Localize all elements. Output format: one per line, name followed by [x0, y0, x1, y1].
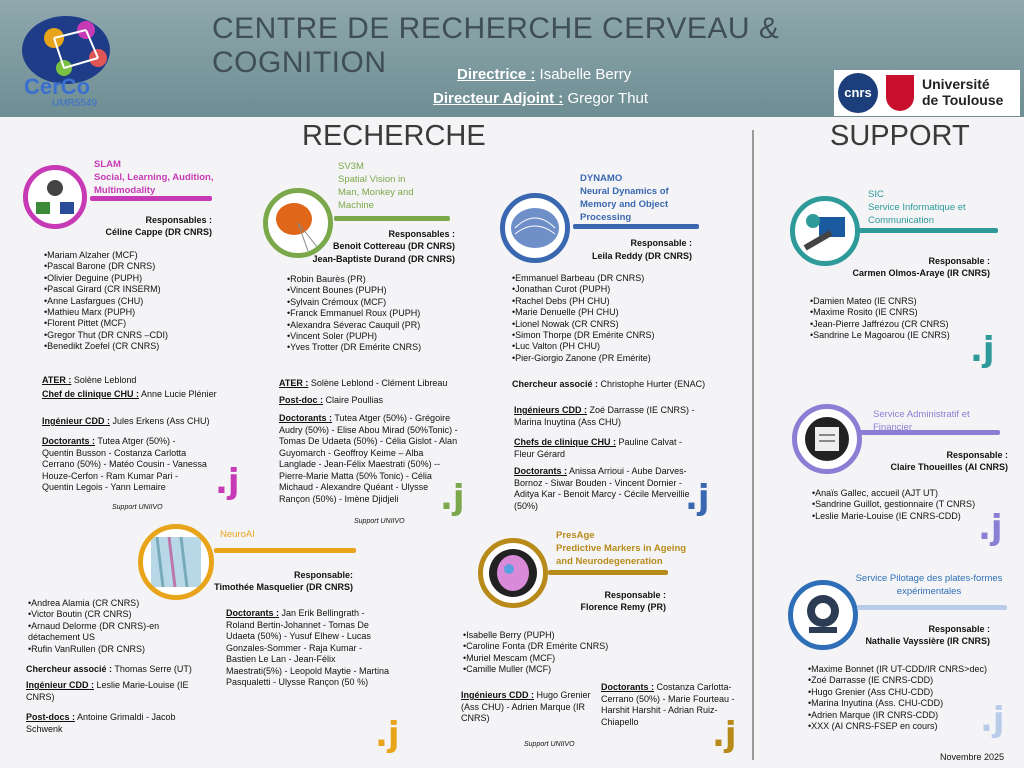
presage-ing	[461, 690, 591, 725]
dynamo-member: • Jonathan Curot (PUPH)	[512, 284, 692, 295]
neuroai-title: NeuroAI	[220, 529, 255, 540]
spp-member: • Marina Inyutina (Ass. CHU-CDD)	[808, 698, 1013, 709]
neuroai-postdoc-label: Post-docs :	[26, 712, 76, 722]
sv3m-member: • Vincent Soler (PUPH)	[287, 331, 457, 342]
neuroai-resp-label: Responsable:	[293, 570, 353, 580]
dynamo-doc-label: Doctorants :	[514, 466, 568, 476]
directrice-label: Directrice :	[457, 66, 536, 83]
presage-ing-value: Hugo Grenier (Ass CHU) - Adrien Marque (IR CNRS)	[461, 690, 591, 723]
slam-chef	[42, 389, 222, 401]
dynamo-member: • Luc Valton (PH CHU)	[512, 341, 692, 352]
neuroai-ing-value: Leslie Marie-Louise (IE CNRS)	[26, 680, 189, 702]
dynamo-member: • Rachel Debs (PH CHU)	[512, 296, 692, 307]
sv3m-title: SV3M Spatial Vision in Man, Monkey and Machine	[338, 161, 414, 211]
sv3m-doc-label: Doctorants :	[279, 413, 333, 423]
dynamo-assoc-label: Chercheur associé :	[512, 379, 599, 389]
slam-group-icon	[23, 165, 87, 229]
sv3m-member-list	[287, 274, 457, 354]
dynamo-member: • Lionel Nowak (CR CNRS)	[512, 319, 692, 330]
presage-group-icon	[478, 538, 548, 608]
slam-ater	[42, 375, 222, 387]
neuroai-ing-label: Ingénieur CDD :	[26, 680, 95, 690]
neuroai-assoc-label: Chercheur associé :	[26, 664, 113, 674]
slam-resp: Céline Cappe (DR CNRS)	[105, 227, 212, 237]
neuroai-doc-label: Doctorants :	[226, 608, 280, 618]
univ-toulouse-emblem-icon	[886, 75, 914, 111]
neuroai-member-list	[28, 598, 208, 655]
adjoint-name: Gregor Thut	[563, 90, 649, 107]
logo-subtext: UMR5549	[52, 98, 98, 109]
sv3m-ater	[279, 378, 469, 390]
slam-chef-label: Chef de clinique CHU :	[42, 389, 140, 399]
neuroai-assoc	[26, 664, 216, 676]
saf-resp: Claire Thoueilles (AI CNRS)	[890, 462, 1008, 472]
spp-member: • Maxime Bonnet (IR UT-CDD/IR CNRS>dec)	[808, 664, 1013, 675]
spp-title: Service Pilotage des plates-formes expérimentales	[855, 573, 1003, 597]
dynamo-assoc	[512, 379, 742, 391]
slam-member: • Benedikt Zoefel (CR CNRS)	[44, 341, 214, 352]
spp-member: • Zoé Darrasse (IE CNRS-CDD)	[808, 675, 1013, 686]
dynamo-doc-value: Anissa Arrioui - Aube Darves-Bornoz - Siwar Bouden - Vincent Dornier - Aditya Kar - Benoit Marcy - Cécile Merveillie (50%)	[514, 466, 690, 511]
neuroai-resp: Timothée Masquelier (DR CNRS)	[214, 582, 353, 592]
dynamo-member: • Simon Thorpe (DR Emérite CNRS)	[512, 330, 692, 341]
slam-member-list	[44, 250, 214, 353]
presage-doc-value: Costanza Carlotta-Cerrano (50%) - Marie Fourteau - Harshit Harshit - Adrian Ruiz-Chiapello	[601, 682, 735, 727]
spp-resp: Nathalie Vayssière (IR CNRS)	[865, 636, 990, 646]
dynamo-bar	[573, 224, 699, 229]
sic-member: • Damien Mateo (IE CNRS)	[810, 296, 1000, 307]
slam-ater-value: Solène Leblond	[71, 375, 137, 385]
dynamo-member: • Emmanuel Barbeau (DR CNRS)	[512, 273, 692, 284]
sic-resp: Carmen Olmos-Araye (IR CNRS)	[852, 268, 990, 278]
sv3m-ater-label: ATER :	[279, 378, 309, 388]
saf-title: Service Administratif et Financier	[873, 409, 970, 433]
adjoint-line	[433, 90, 648, 107]
dynamo-ing	[514, 405, 714, 428]
presage-doc-label: Doctorants :	[601, 682, 655, 692]
slam-ing-value: Jules Erkens (Ass CHU)	[110, 416, 210, 426]
spp-resp-label: Responsable :	[928, 624, 990, 634]
neuroai-bar	[214, 548, 356, 553]
slam-resp-label: Responsables :	[145, 215, 212, 225]
sv3m-member: • Yves Trotter (DR Emérite CNRS)	[287, 342, 457, 353]
slam-member: • Mariam Alzaher (MCF)	[44, 250, 214, 261]
slam-j-icon: .j	[215, 462, 240, 502]
sv3m-j-icon: .j	[440, 478, 465, 518]
slam-doc-label: Doctorants :	[42, 436, 96, 446]
univ-toulouse-name	[922, 76, 1003, 108]
slam-doc-value: Tutea Atger (50%) - Quentin Busson - Costanza Carlotta Cerrano (50%) - Matéo Cousin - Vanessa Houze-Cerfon - Ram Kumar Pari - Quentin Legois - Yann Lemaire	[42, 436, 207, 492]
neuroai-ing	[26, 680, 206, 703]
univ-line2: de Toulouse	[922, 92, 1004, 108]
sic-group-icon	[790, 196, 860, 266]
neuroai-member: • Andrea Alamia (CR CNRS)	[28, 598, 208, 609]
sic-j-icon: .j	[970, 330, 995, 370]
saf-member: • Sandrine Guillot, gestionnaire (T CNRS)	[812, 499, 1012, 510]
slam-member: • Pascal Girard (CR INSERM)	[44, 284, 214, 295]
slam-ater-label: ATER :	[42, 375, 72, 385]
saf-j-icon: .j	[978, 508, 1003, 548]
slam-member: • Pascal Barone (DR CNRS)	[44, 261, 214, 272]
sv3m-bar	[334, 216, 450, 221]
neuroai-j-icon: .j	[375, 715, 400, 755]
slam-doc	[42, 436, 208, 494]
presage-member: • Muriel Mescam (MCF)	[463, 653, 643, 664]
presage-ing-label: Ingénieurs CDD :	[461, 690, 535, 700]
sv3m-postdoc-label: Post-doc :	[279, 395, 323, 405]
directrice-line	[457, 66, 631, 83]
spp-bar	[857, 605, 1007, 610]
sv3m-resp-label: Responsables :	[388, 229, 455, 239]
sv3m-member: • Sylvain Crémoux (MCF)	[287, 297, 457, 308]
sv3m-ater-value: Solène Leblond - Clément Libreau	[308, 378, 448, 388]
sic-resp-label: Responsable :	[928, 256, 990, 266]
sv3m-member: • Robin Baurès (PR)	[287, 274, 457, 285]
footer-date: Novembre 2025	[940, 752, 1005, 762]
dynamo-member: • Marie Denuelle (PH CHU)	[512, 307, 692, 318]
presage-support: Support UNIIVO	[524, 741, 575, 748]
presage-resp-label: Responsable :	[604, 590, 666, 600]
section-divider	[752, 130, 754, 760]
slam-member: • Gregor Thut (DR CNRS –CDI)	[44, 330, 214, 341]
sv3m-support: Support UNIIVO	[354, 518, 405, 525]
sv3m-doc	[279, 413, 459, 505]
sv3m-member: • Alexandra Séverac Cauquil (PR)	[287, 320, 457, 331]
univ-line1: Université	[922, 76, 990, 92]
dynamo-ing-label: Ingénieurs CDD :	[514, 405, 588, 415]
dynamo-resp: Leila Reddy (DR CNRS)	[591, 251, 692, 261]
presage-member: • Caroline Fonta (DR Emérite CNRS)	[463, 641, 643, 652]
adjoint-label: Directeur Adjoint :	[433, 90, 564, 107]
saf-resp-label: Responsable :	[946, 450, 1008, 460]
dynamo-title: DYNAMO Neural Dynamics of Memory and Object Processing	[580, 173, 669, 223]
saf-member: • Leslie Marie-Louise (IE CNRS-CDD)	[812, 511, 1012, 522]
dynamo-doc	[514, 466, 704, 512]
slam-member: • Mathieu Marx (PUPH)	[44, 307, 214, 318]
dynamo-chef	[514, 437, 704, 460]
dynamo-member: • Pier-Giorgio Zanone (PR Emérite)	[512, 353, 692, 364]
sic-member: • Sandrine Le Magoarou (IE CNRS)	[810, 330, 1000, 341]
dynamo-j-icon: .j	[685, 478, 710, 518]
section-support: SUPPORT	[830, 120, 970, 152]
logo-text: CerCo	[24, 74, 91, 99]
slam-member: • Florent Pittet (MCF)	[44, 318, 214, 329]
presage-member-list	[463, 630, 643, 676]
slam-member: • Olivier Deguine (PUPH)	[44, 273, 214, 284]
neuroai-member: • Rufin VanRullen (DR CNRS)	[28, 644, 208, 655]
neuroai-postdoc-value: Antoine Grimaldi - Jacob Schwenk	[26, 712, 176, 734]
dynamo-chef-value: Pauline Calvat - Fleur Gérard	[514, 437, 683, 459]
sic-member: • Maxime Rosito (IE CNRS)	[810, 307, 1000, 318]
dynamo-chef-label: Chefs de clinique CHU :	[514, 437, 617, 447]
presage-resp: Florence Remy (PR)	[580, 602, 666, 612]
neuroai-assoc-value: Thomas Serre (UT)	[112, 664, 192, 674]
slam-member: • Anne Lasfargues (CHU)	[44, 296, 214, 307]
cnrs-logo: cnrs	[838, 73, 878, 113]
sv3m-postdoc	[279, 395, 469, 407]
slam-ing-label: Ingénieur CDD :	[42, 416, 111, 426]
dynamo-ing-value: Zoé Darrasse (IE CNRS) - Marina Inuytina (Ass CHU)	[514, 405, 695, 427]
presage-bar	[548, 570, 668, 575]
slam-support: Support UNIIVO	[112, 504, 163, 511]
page-title: CENTRE DE RECHERCHE CERVEAU & COGNITION	[212, 12, 780, 79]
spp-member: • XXX (AI CNRS-FSEP en cours)	[808, 721, 1013, 732]
sv3m-postdoc-value: Claire Poullias	[323, 395, 384, 405]
sv3m-doc-value: Tutea Atger (50%) - Grégoire Audry (50%) - Elise Abou Mirad (50%Tonic) - Tomas De Udaeta (50%) - Célia Gislot - Alan Guyomarch - Geoffroy Keime – Alba Langlade - Jean-Félix Maestrati (50%) -- Pierre-Marie Matta (50% Tonic) - Célia Michaud - Alexandre Quéant - Ulysse Rançon (50%) - Imène Djidjeli	[279, 413, 458, 504]
slam-ing	[42, 416, 232, 428]
neuroai-postdoc	[26, 712, 186, 735]
sv3m-member: • Vincent Bounes (PUPH)	[287, 285, 457, 296]
cerco-logo	[14, 8, 134, 113]
sic-title: SIC Service Informatique et Communication	[868, 189, 966, 226]
spp-member: • Adrien Marque (IR CNRS-CDD)	[808, 710, 1013, 721]
neuroai-member: • Arnaud Delorme (DR CNRS)-en détachement US	[28, 621, 208, 644]
sv3m-resp1: Benoit Cottereau (DR CNRS)	[332, 241, 455, 251]
section-recherche: RECHERCHE	[302, 120, 486, 152]
presage-member: • Isabelle Berry (PUPH)	[463, 630, 643, 641]
sic-member: • Jean-Pierre Jaffrézou (CR CNRS)	[810, 319, 1000, 330]
dynamo-resp-label: Responsable :	[630, 238, 692, 248]
sv3m-member: • Franck Emmanuel Roux (PUPH)	[287, 308, 457, 319]
neuroai-member: • Victor Boutin (CR CNRS)	[28, 609, 208, 620]
dynamo-member-list	[512, 273, 692, 364]
presage-title: PresAge Predictive Markers in Ageing and Neurodegeneration	[556, 530, 687, 567]
partner-logos	[834, 70, 1020, 116]
presage-member: • Camille Muller (MCF)	[463, 664, 643, 675]
presage-j-icon: .j	[712, 715, 737, 755]
spp-member: • Hugo Grenier (Ass CHU-CDD)	[808, 687, 1013, 698]
neuroai-doc-value: Jan Erik Bellingrath - Roland Bertin-Johannet - Tomas De Udaeta (50%) - Yusuf Elhew - Lucas Gonzales-Sommer - Raja Kumar - Bastien Le Lan - Jean-Félix Maestrati(5%) - Leopold Maytie - Martina Pasqualetti - Ulysse Rançon (50 %)	[226, 608, 390, 687]
slam-chef-value: Anne Lucie Plénier	[139, 389, 217, 399]
spp-j-icon: .j	[980, 700, 1005, 740]
neuroai-doc	[226, 608, 394, 689]
saf-member: • Anaïs Gallec, accueil (AJT UT)	[812, 488, 1012, 499]
sv3m-resp2: Jean-Baptiste Durand (DR CNRS)	[312, 254, 455, 264]
sic-bar	[858, 228, 998, 233]
dynamo-assoc-value: Christophe Hurter (ENAC)	[598, 379, 706, 389]
directrice-name: Isabelle Berry	[535, 66, 632, 83]
slam-title: SLAM Social, Learning, Audition, Multimodality	[94, 159, 214, 196]
